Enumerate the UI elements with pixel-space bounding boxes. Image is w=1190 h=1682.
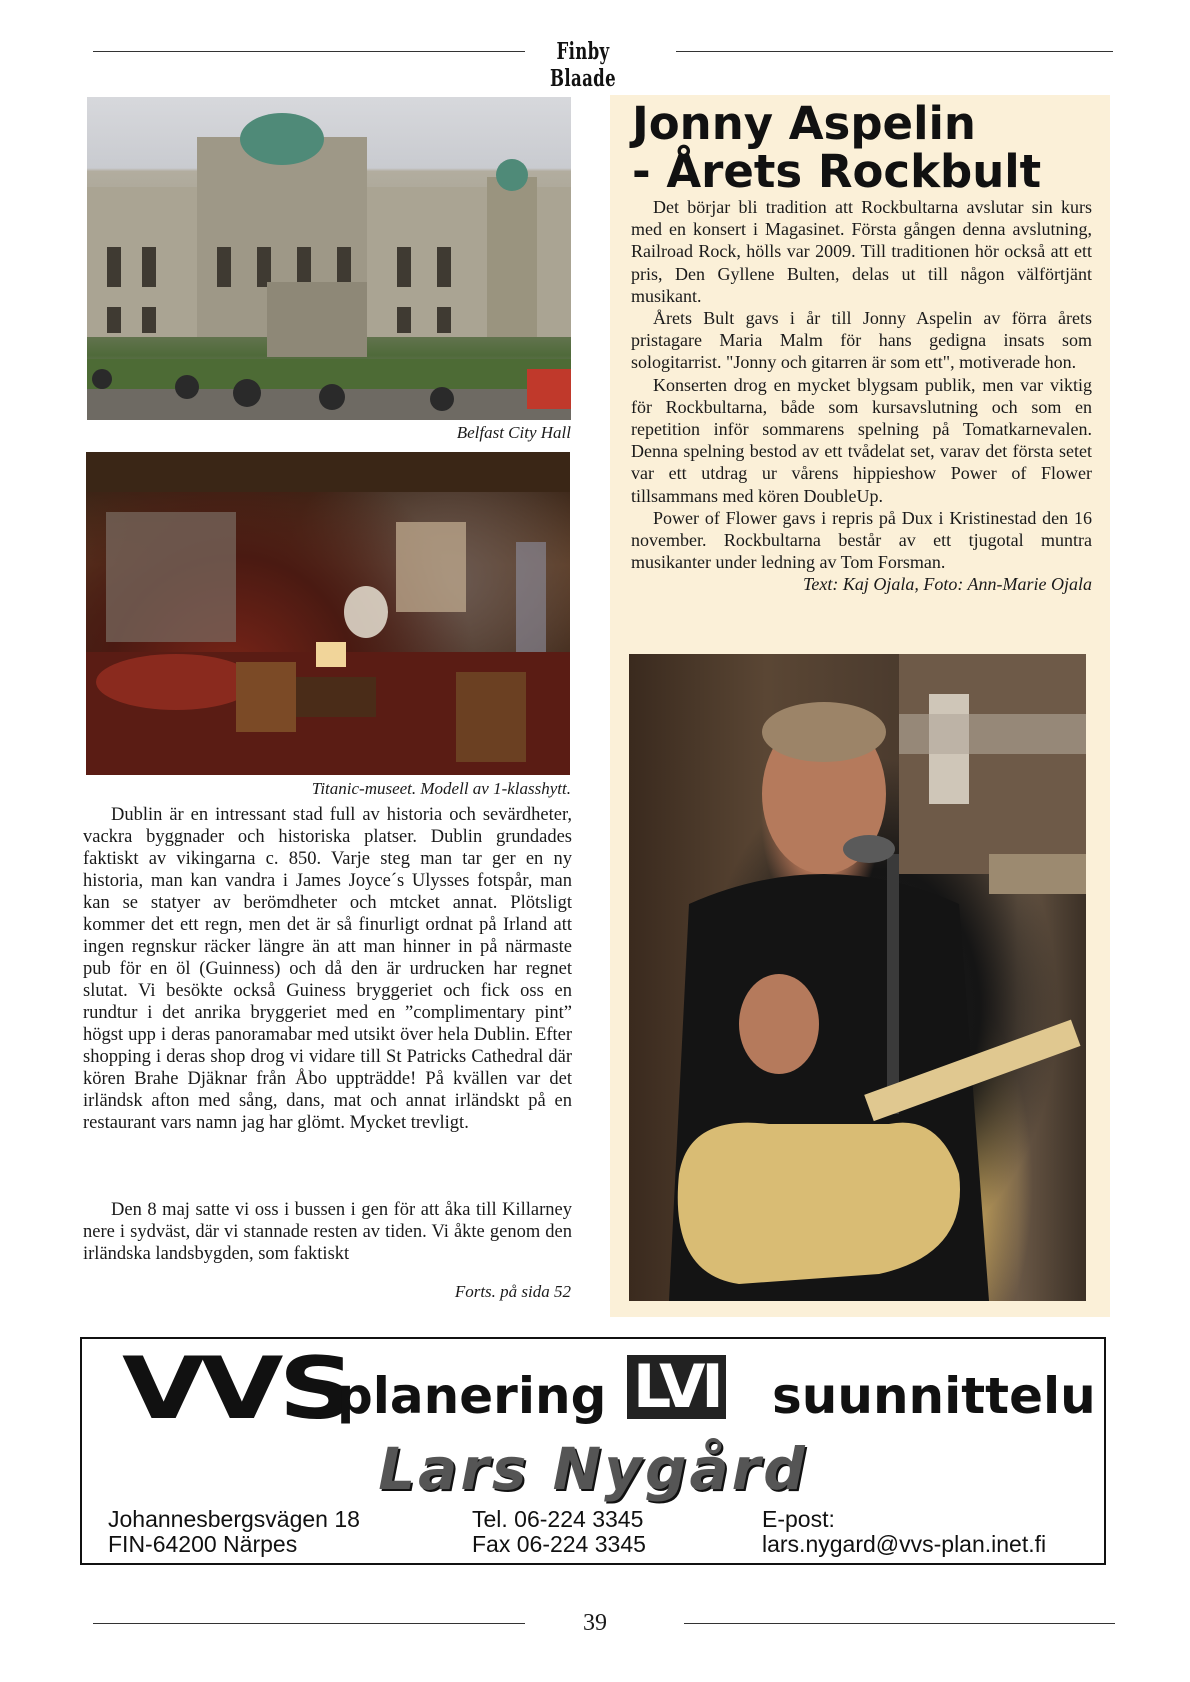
footer-rule-left bbox=[93, 1623, 525, 1624]
article-body bbox=[631, 196, 1092, 596]
header-rule-left bbox=[93, 51, 525, 52]
page-number: 39 bbox=[583, 1610, 607, 1636]
ad-lvi-letters: LVI bbox=[627, 1355, 726, 1419]
article-title-line-2: - Årets Rockbult bbox=[632, 145, 1042, 198]
ad-phone-fax bbox=[472, 1507, 646, 1557]
ad-word-planering: planering bbox=[337, 1367, 607, 1425]
left-article-text-2 bbox=[83, 1199, 572, 1265]
article-paragraph-1: Det börjar bli tradition att Rockbultarna avslutar sin kurs med en konsert i Magasinet. Första gången denna avslutning, Railroad Rock, hölls var 2009. Till traditionen hör också att ett pris, Den Gyllene Bulten, delas ut till någon välförtjänt musikant. bbox=[631, 197, 1092, 306]
dublin-paragraph: Dublin är en intressant stad full av historia och sevärdheter, vackra byggnader och historiska platser. Dublin grundades faktiskt av vikingarna c. 850. Varje steg man tar ger en ny historia, man kan vandra i James Joyce´s Ulysses fotspår, man kan se statyer av berömdheter och mtcket annat. Plötsligt kommer det ett regn, men det är så finurligt ordnat på Irland att ingen regnskur räcker längre än att man hinner in på närmaste pub för en öl (Guinness) och då den är urdrucken har regnet slutat. Vi besökte också Guiness bryggeriet och fick oss en rundtur i det anrika bryggeriet med en ”complimentary pint” högst upp i deras panoramabar med utsikt över hela Dublin. Efter shopping i deras shop drog vi vidare till St Patricks Cathedral där kören Brahe Djäknar från Åbo uppträdde! På kvällen var det irländsk afton med sång, dans, mat och annat irländskt på en restaurant vars namn jag har glömt. Mycket trevligt. bbox=[83, 805, 572, 1133]
city-hall-illustration bbox=[87, 97, 571, 420]
ad-address bbox=[108, 1507, 360, 1557]
titanic-caption: Titanic-museet. Modell av 1-klasshytt. bbox=[311, 779, 571, 798]
ad-fax: Fax 06-224 3345 bbox=[472, 1531, 646, 1557]
ad-vvs-letters: VVS bbox=[122, 1339, 351, 1439]
belfast-city-hall-photo bbox=[87, 97, 571, 420]
ad-email-label: E-post: bbox=[762, 1506, 835, 1532]
article-credit: Text: Kaj Ojala, Foto: Ann-Marie Ojala bbox=[803, 574, 1092, 595]
vvs-advertisement bbox=[80, 1337, 1106, 1565]
ad-email-block bbox=[762, 1507, 1046, 1557]
ad-email: lars.nygard@vvs-plan.inet.fi bbox=[762, 1531, 1047, 1557]
footer-rule-right bbox=[684, 1623, 1115, 1624]
article-paragraph-2: Årets Bult gavs i år till Jonny Aspelin av förra årets pristagare Maria Malm för hans gedigna insats som sologitarrist. "Jonny och gitarren är som ett", motiverade hon. bbox=[631, 308, 1092, 373]
article-title-line-1: Jonny Aspelin bbox=[632, 97, 976, 150]
header-rule-right bbox=[676, 51, 1113, 52]
killarney-paragraph: Den 8 maj satte vi oss i bussen i gen för att åka till Killarney nere i sydväst, där vi stannade resten av tiden. Vi åkte genom den irländska landsbygden, som faktiskt bbox=[83, 1200, 572, 1264]
guitarist-illustration bbox=[629, 654, 1086, 1301]
cabin-illustration bbox=[86, 452, 570, 775]
article-title bbox=[632, 97, 1102, 198]
guitarist-photo bbox=[629, 654, 1086, 1301]
article-paragraph-3: Konserten drog en mycket blygsam publik, men var viktig för Rockbultarna, både som kursavslutning och som en repetition inför sommarens spelning på Tomatkarnevalen. Denna spelning bestod av ett tvådelat set, varav det första setet var ett utdrag ur vårens hippieshow Power of Flower tillsammans med kören DoubleUp. bbox=[631, 374, 1092, 506]
ad-owner-name: Lars Nygård bbox=[378, 1435, 808, 1503]
left-article-text bbox=[83, 804, 572, 1134]
ad-address-line-1: Johannesbergsvägen 18 bbox=[108, 1506, 360, 1532]
titanic-museum-photo bbox=[86, 452, 570, 775]
ad-address-line-2: FIN-64200 Närpes bbox=[108, 1531, 298, 1557]
ad-word-suunnittelu: suunnittelu bbox=[772, 1367, 1096, 1425]
ad-brand-row bbox=[122, 1339, 1096, 1439]
article-paragraph-4: Power of Flower gavs i repris på Dux i Kristinestad den 16 november. Rockbultarna består av ett tjugotal muntra musikanter under ledning av Tom Forsman. bbox=[631, 507, 1092, 573]
masthead: Finby Blaade bbox=[549, 38, 617, 92]
ad-phone: Tel. 06-224 3345 bbox=[472, 1506, 644, 1532]
continued-note: Forts. på sida 52 bbox=[454, 1282, 571, 1301]
city-hall-caption: Belfast City Hall bbox=[456, 423, 571, 442]
